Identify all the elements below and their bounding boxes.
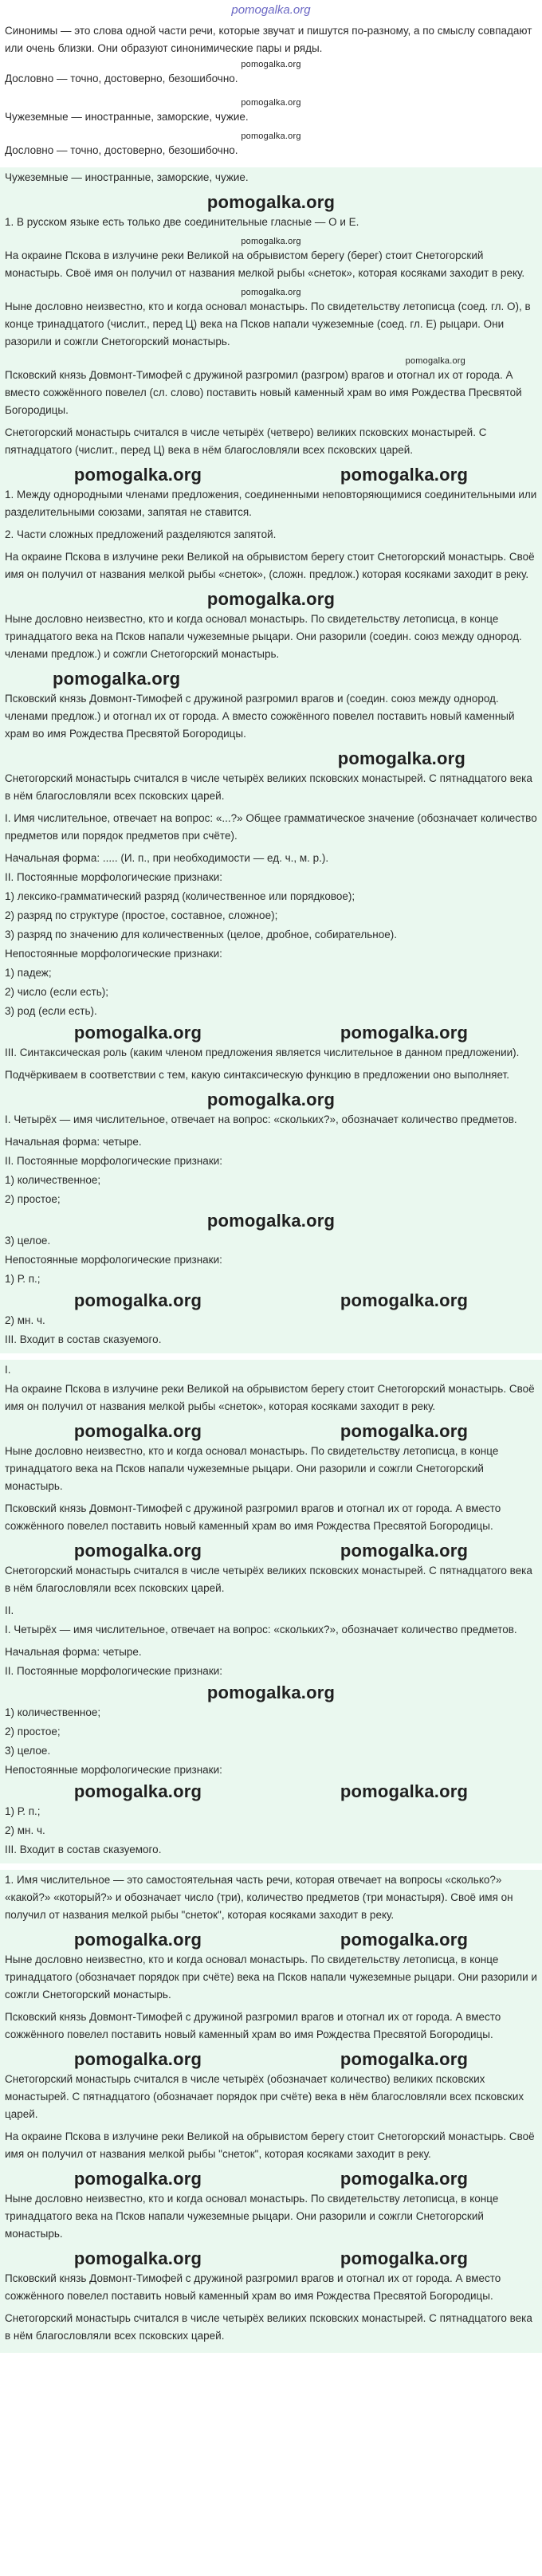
paragraph: Снетогорский монастырь считался в числе четырёх (обозначает количество) великих псковских монастырей. С пятнадцатого (обозначает порядок при счёте) века в нём благословляли всех псковских царей.: [5, 2073, 524, 2120]
paragraph: Непостоянные морфологические признаки:: [5, 1254, 222, 1266]
paragraph: Снетогорский монастырь считался в числе четырёх великих псковских монастырей. С пятнадцатого века в нём благословляли всех псковских царей.: [5, 2312, 532, 2342]
watermark: pomogalka.org: [73, 1541, 202, 1561]
paragraph: 1) Р. п.;: [5, 1805, 41, 1817]
paragraph: 1. Между однородными членами предложения, соединенными неповторяющимися соединительными или разделительными союзами, запятая не ставится.: [5, 489, 537, 518]
paragraph: 1. Имя числительное — это самостоятельная часть речи, которая отвечает на вопросы «сколько?» «какой?» «который?» и обозначает число (три), количество предметов (три монастыря). Своё имя он получил от названия мелкой рыбы "снеток", которая косяками заходит в реку.: [5, 1874, 513, 1921]
watermark-row: [5, 1781, 537, 1803]
site-brand[interactable]: pomogalka.org: [231, 3, 311, 17]
watermark: pomogalka.org: [206, 1090, 336, 1109]
paragraph: 2. Части сложных предложений разделяются запятой.: [5, 528, 277, 540]
paragraph: 3) целое.: [5, 1235, 51, 1247]
text-block-2: [0, 96, 542, 167]
watermark: pomogalka.org: [73, 1930, 202, 1950]
paragraph: II. Постоянные морфологические признаки:: [5, 1155, 223, 1167]
watermark-row: [5, 1540, 537, 1562]
paragraph: На окраине Пскова в излучине реки Великой на обрывистом берегу (берег) стоит Снетогорский монастырь. Своё имя он получил от названия мелкой рыбы «снеток», которая косяками заходит в реку.: [5, 249, 525, 279]
watermark: pomogalka.org: [340, 2169, 469, 2189]
watermark-row: [5, 1420, 537, 1443]
watermark: pomogalka.org: [340, 465, 469, 485]
watermark: pomogalka.org: [73, 1781, 202, 1801]
watermark: pomogalka.org: [73, 1290, 202, 1310]
watermark: pomogalka.org: [340, 1023, 469, 1043]
text-block-4: [0, 1360, 542, 1863]
paragraph: Начальная форма: ..... (И. п., при необходимости — ед. ч., м. р.).: [5, 852, 329, 864]
paragraph: Синонимы — это слова одной части речи, которые звучат и пишутся по-разному, а по смыслу совпадают или очень близки. Они образуют синонимические пары и ряды.: [5, 25, 532, 54]
paragraph: 1) падеж;: [5, 967, 52, 979]
paragraph: Чужеземные — иностранные, заморские, чужие.: [5, 171, 249, 183]
paragraph: Псковский князь Довмонт-Тимофей с дружиной разгромил врагов и (соедин. союз между однород. членами предлож.) и отогнал их от города. А вместо сожжённого повелел поставить новый каменный храм во имя Рождества Пресвятой Богородицы.: [5, 693, 515, 740]
paragraph: Непостоянные морфологические признаки:: [5, 1764, 222, 1776]
watermark: pomogalka.org: [340, 2248, 469, 2268]
paragraph: Непостоянные морфологические признаки:: [5, 948, 222, 960]
watermark-row: [5, 464, 537, 486]
watermark: pomogalka.org: [340, 1421, 469, 1441]
watermark: pomogalka.org: [73, 2169, 202, 2189]
watermark: pomogalka.org: [340, 1541, 469, 1561]
watermark: pomogalka.org: [73, 2248, 202, 2268]
paragraph: 1) количественное;: [5, 1706, 101, 1718]
paragraph: III. Входит в состав сказуемого.: [5, 1333, 162, 1345]
paragraph: Снетогорский монастырь считался в числе четырёх (четверо) великих псковских монастырей. С пятнадцатого (числит., перед Ц) века в нём благословляли всех псковских царей.: [5, 426, 487, 456]
paragraph: На окраине Пскова в излучине реки Великой на обрывистом берегу стоит Снетогорский монастырь. Своё имя он получил от названия мелкой рыбы «снеток», (сложн. предлож.) которая косяками заходит в реку.: [5, 551, 535, 580]
paragraph: 2) разряд по структуре (простое, составное, сложное);: [5, 909, 278, 921]
paragraph: Снетогорский монастырь считался в числе четырёх великих псковских монастырей. С пятнадцатого века в нём благословляли всех псковских царей.: [5, 1565, 532, 1594]
paragraph: II.: [5, 1604, 14, 1616]
paragraph: I. Имя числительное, отвечает на вопрос: «...?» Общее грамматическое значение (обозначает количество предметов или порядок предметов при счёте).: [5, 812, 537, 842]
paragraph: Псковский князь Довмонт-Тимофей с дружиной разгромил (разгром) врагов и отогнал их от города. А вместо сожжённого повелел (сл. слово) поставить новый каменный храм во имя Рождества Пресвятой Богородицы.: [5, 369, 522, 416]
paragraph: Псковский князь Довмонт-Тимофей с дружиной разгромил врагов и отогнал их от города. А вместо сожжённого повелел поставить новый каменный храм во имя Рождества Пресвятой Богородицы.: [5, 2011, 501, 2040]
text-block-3: [0, 167, 542, 1353]
paragraph: На окраине Пскова в излучине реки Великой на обрывистом берегу стоит Снетогорский монастырь. Своё имя он получил от названия мелкой рыбы "снеток", которая косяками заходит в реку.: [5, 2130, 535, 2160]
paragraph: Дословно — точно, достоверно, безошибочно.: [5, 144, 238, 156]
paragraph: Начальная форма: четыре.: [5, 1646, 142, 1658]
paragraph: Псковский князь Довмонт-Тимофей с дружиной разгромил врагов и отогнал их от города. А вместо сожжённого повелел поставить новый каменный храм во имя Рождества Пресвятой Богородицы.: [5, 1502, 501, 1532]
watermark: pomogalka.org: [405, 356, 465, 366]
watermark: pomogalka.org: [206, 1683, 336, 1702]
paragraph: 2) число (если есть);: [5, 986, 109, 998]
paragraph: III. Синтаксическая роль (каким членом предложения является числительное в данном предложении).: [5, 1046, 520, 1058]
watermark: pomogalka.org: [241, 60, 301, 69]
paragraph: Ныне дословно неизвестно, кто и когда основал монастырь. По свидетельству летописца, в конце тринадцатого (обозначает порядок при счёте) века на Псков напали чужеземные рыцари. Они разорили и сожгли Снетогорский монастырь.: [5, 1954, 537, 2001]
paragraph: 1) лексико-грамматический разряд (количественное или порядковое);: [5, 890, 355, 902]
paragraph: Снетогорский монастырь считался в числе четырёх великих псковских монастырей. С пятнадцатого века в нём благословляли всех псковских царей.: [5, 772, 532, 802]
paragraph: 2) простое;: [5, 1726, 61, 1738]
paragraph: На окраине Пскова в излучине реки Великой на обрывистом берегу стоит Снетогорский монастырь. Своё имя он получил от названия мелкой рыбы «снеток», которая косяками заходит в реку.: [5, 1383, 535, 1412]
watermark: pomogalka.org: [206, 589, 336, 609]
paragraph: II. Постоянные морфологические признаки:: [5, 1665, 223, 1677]
watermark-row: [5, 1929, 537, 1951]
paragraph: 1. В русском языке есть только две соединительные гласные — О и Е.: [5, 216, 359, 228]
watermark: pomogalka.org: [53, 669, 181, 689]
paragraph: III. Входит в состав сказуемого.: [5, 1844, 162, 1855]
paragraph: 3) разряд по значению для количественных (целое, дробное, собирательное).: [5, 929, 397, 940]
paragraph: 2) мн. ч.: [5, 1314, 45, 1326]
paragraph: 3) род (если есть).: [5, 1005, 97, 1017]
watermark: pomogalka.org: [241, 98, 301, 108]
watermark: pomogalka.org: [206, 192, 336, 212]
watermark-row: [5, 2168, 537, 2190]
paragraph: I. Четырёх — имя числительное, отвечает на вопрос: «скольких?», обозначает количество предметов.: [5, 1113, 517, 1125]
watermark-row: [5, 2248, 537, 2270]
paragraph: 3) целое.: [5, 1745, 51, 1757]
paragraph: I. Четырёх — имя числительное, отвечает на вопрос: «скольких?», обозначает количество предметов.: [5, 1624, 517, 1636]
watermark: pomogalka.org: [73, 1421, 202, 1441]
paragraph: Подчёркиваем в соответствии с тем, какую синтаксическую функцию в предложении оно выполняет.: [5, 1069, 509, 1081]
paragraph: Ныне дословно неизвестно, кто и когда основал монастырь. По свидетельству летописца, в конце тринадцатого века на Псков напали чужеземные рыцари. Они разорили и сожгли Снетогорский монастырь.: [5, 2193, 499, 2240]
watermark: pomogalka.org: [340, 1930, 469, 1950]
watermark: pomogalka.org: [241, 288, 301, 297]
paragraph: Начальная форма: четыре.: [5, 1136, 142, 1148]
watermark: pomogalka.org: [73, 2049, 202, 2069]
paragraph: I.: [5, 1364, 11, 1376]
paragraph: Ныне дословно неизвестно, кто и когда основал монастырь. По свидетельству летописца (соед. гл. О), в конце тринадцатого (числит., перед Ц) века на Псков напали чужеземные (соед. гл. Е) рыцари. Они разорили и сожгли Снетогорский монастырь.: [5, 300, 531, 348]
paragraph: Дословно — точно, достоверно, безошибочно.: [5, 73, 238, 84]
paragraph: 1) количественное;: [5, 1174, 101, 1186]
watermark: pomogalka.org: [241, 237, 301, 246]
watermark-row: [5, 1022, 537, 1044]
paragraph: 2) простое;: [5, 1193, 61, 1205]
watermark-row: [5, 1290, 537, 1312]
paragraph: 2) мн. ч.: [5, 1824, 45, 1836]
paragraph: Чужеземные — иностранные, заморские, чужие.: [5, 111, 249, 123]
text-block-1: [0, 21, 542, 96]
watermark: pomogalka.org: [340, 2049, 469, 2069]
watermark: pomogalka.org: [340, 1290, 469, 1310]
watermark-row: [5, 2048, 537, 2071]
watermark: pomogalka.org: [340, 1781, 469, 1801]
watermark: pomogalka.org: [241, 132, 301, 141]
watermark: pomogalka.org: [73, 465, 202, 485]
paragraph: Псковский князь Довмонт-Тимофей с дружиной разгромил врагов и отогнал их от города. А вместо сожжённого повелел поставить новый каменный храм во имя Рождества Пресвятой Богородицы.: [5, 2272, 501, 2302]
watermark: pomogalka.org: [73, 1023, 202, 1043]
paragraph: II. Постоянные морфологические признаки:: [5, 871, 223, 883]
watermark: pomogalka.org: [206, 1211, 336, 1231]
paragraph: 1) Р. п.;: [5, 1273, 41, 1285]
paragraph: Ныне дословно неизвестно, кто и когда основал монастырь. По свидетельству летописца, в конце тринадцатого века на Псков напали чужеземные рыцари. Они разорили (соедин. союз между однород. членами предлож.) и сожгли Снетогорский монастырь.: [5, 613, 522, 660]
text-block-5: [0, 1870, 542, 2353]
watermark: pomogalka.org: [337, 748, 465, 768]
paragraph: Ныне дословно неизвестно, кто и когда основал монастырь. По свидетельству летописца, в конце тринадцатого века на Псков напали чужеземные рыцари. Они разорили и сожгли Снетогорский монастырь.: [5, 1445, 499, 1492]
